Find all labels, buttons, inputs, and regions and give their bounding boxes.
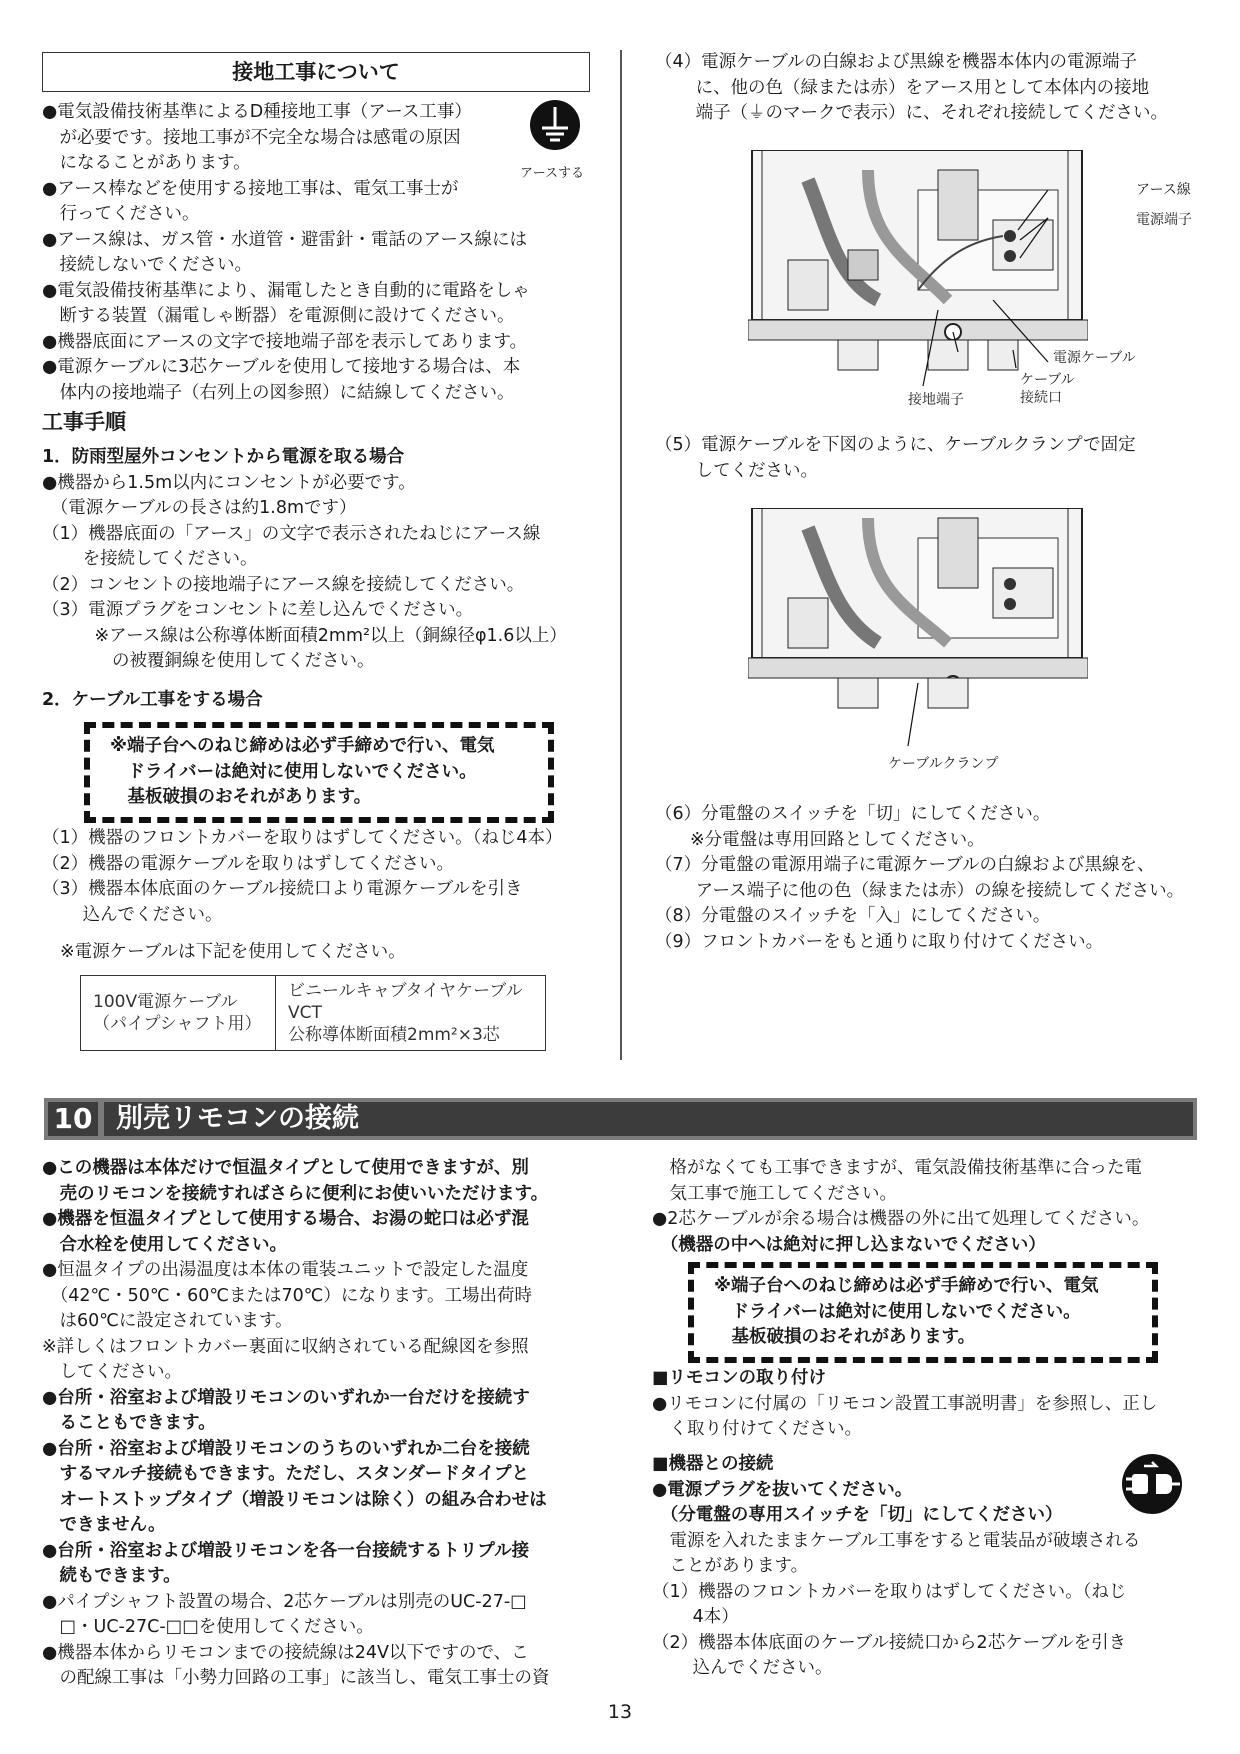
text-line: 端子（⏚のマークで表示）に、それぞれ接続してください。 [655, 103, 1169, 123]
text-line: ●恒温タイプの出湯温度は本体の電装ユニットで設定した温度 [42, 1260, 529, 1280]
text-line: （2）機器の電源ケーブルを取りはずしてください。 [42, 853, 455, 874]
warning-box [688, 1262, 1158, 1363]
warning-line: ※端子台へのねじ締めは必ず手締めで行い、電気 [110, 736, 495, 756]
column-divider [620, 50, 622, 1060]
text-line: 込んでください。 [652, 1658, 833, 1678]
text-line: 体内の接地端子（右列上の図参照）に結線してください。 [42, 382, 515, 403]
text-line: ●台所・浴室および増設リモコンのいずれか一台だけを接続す [42, 1387, 530, 1408]
subheading: ■リモコンの取り付け [652, 1368, 827, 1388]
text-line: （2）機器本体底面のケーブル接続口から2芯ケーブルを引き [652, 1632, 1127, 1653]
warning-line: ※端子台へのねじ締めは必ず手締めで行い、電気 [714, 1276, 1099, 1296]
fig-label: 電源端子 [1136, 212, 1192, 228]
unplug-icon [1120, 1452, 1184, 1516]
fig-label: 電源ケーブル [1053, 350, 1136, 366]
text-line: ることもできます。 [42, 1413, 216, 1433]
text-line: （7）分電盤の電源用端子に電源ケーブルの白線および黒線を、 [655, 855, 1155, 875]
text-line: ●機器を恒温タイプとして使用する場合、お湯の蛇口は必ず混 [42, 1209, 529, 1229]
procedure-heading: 工事手順 [42, 410, 126, 434]
procedure1-block [42, 445, 602, 675]
warning-line: ドライバーは絶対に使用しないでください。 [110, 761, 477, 782]
text-line: の被覆銅線を使用してください。 [42, 651, 375, 671]
text-line: ※詳しくはフロントカバー裏面に収納されている配線図を参照 [42, 1336, 529, 1357]
cable-spec-table [80, 975, 546, 1051]
text-line: ●台所・浴室および増設リモコンのうちのいずれか二台を接続 [42, 1438, 530, 1459]
text-line: く取り付けてください。 [652, 1419, 862, 1439]
text-line: （1）機器のフロントカバーを取りはずしてください。（ねじ [652, 1581, 1127, 1602]
text-line: 合水栓を使用してください。 [42, 1234, 287, 1255]
text-line: （4）電源ケーブルの白線および黒線を機器本体内の電源端子 [655, 52, 1138, 72]
text-line: ※アース線は公称導体断面積2mm²以上（銅線径φ1.6以上） [42, 625, 567, 646]
cable-note: ※電源ケーブルは下記を使用してください。 [60, 942, 406, 962]
text-line: （8）分電盤のスイッチを「入」にしてください。 [655, 906, 1051, 926]
subheading: ■機器との接続 [652, 1454, 774, 1474]
text-line: してください。 [42, 1362, 182, 1382]
text-line: ●機器から1.5m以内にコンセントが必要です。 [42, 472, 416, 493]
text-line: ●パイプシャフト設置の場合、2芯ケーブルは別売のUC-27-□ [42, 1591, 527, 1612]
text-line: ●電気設備技術基準によるD種接地工事（アース工事） [42, 102, 472, 122]
subheading: 2．ケーブル工事をする場合 [42, 690, 263, 710]
earth-icon-caption: アースする [520, 166, 584, 181]
text-line: ●アース線は、ガス管・水道管・避雷針・電話のアース線には [42, 229, 527, 250]
remocon-install-block [652, 1366, 1212, 1443]
cable-spec-value: ビニールキャブタイヤケーブル VCT 公称導体断面積2mm²×3芯 [276, 976, 546, 1051]
text-line: 続もできます。 [42, 1566, 181, 1586]
warning-line: 基板破損のおそれがあります。 [110, 787, 372, 807]
text-line: してください。 [655, 460, 819, 481]
cable-clamp-diagram [748, 508, 1088, 778]
text-line: （2）コンセントの接地端子にアース線を接続してください。 [42, 574, 525, 595]
earth-ground-icon [528, 98, 582, 152]
text-line: は60℃に設定されています。 [42, 1311, 293, 1331]
text-line: ことがあります。 [652, 1556, 809, 1576]
text-line: （42℃・50℃・60℃または70℃）になります。工場出荷時 [42, 1285, 533, 1306]
section10-left-text [42, 1156, 602, 1692]
step4-block [655, 50, 1215, 127]
text-line: ●機器底面にアースの文字で接地端子部を表示してあります。 [42, 331, 527, 352]
section10-right-text [652, 1156, 1212, 1258]
section-title: 別売リモコンの接続 [104, 1102, 1193, 1136]
fig-label: 接続口 [1020, 390, 1062, 406]
text-line: ●電源プラグを抜いてください。 [652, 1479, 913, 1500]
warning-line: ドライバーは絶対に使用しないでください。 [714, 1301, 1081, 1322]
text-line: ●機器本体からリモコンまでの接続線は24V以下ですので、こ [42, 1642, 529, 1663]
text-line: 気工事で施工してください。 [652, 1183, 897, 1204]
text-line: （1）機器底面の「アース」の文字で表示されたねじにアース線 [42, 523, 541, 544]
text-line: ●電源ケーブルに3芯ケーブルを使用して接地する場合は、本 [42, 357, 521, 377]
text-line: アース端子に他の色（緑または赤）の線を接続してください。 [655, 880, 1185, 901]
text-line: ●リモコンに付属の「リモコン設置工事説明書」を参照し、正し [652, 1393, 1158, 1414]
text-line: するマルチ接続もできます。ただし、スタンダードタイプと [42, 1464, 530, 1484]
text-line: ●この機器は本体だけで恒温タイプとして使用できますが、別 [42, 1158, 529, 1178]
page-number: 13 [607, 1701, 633, 1723]
text-line: （9）フロントカバーをもと通りに取り付けてください。 [655, 931, 1104, 952]
unit-wiring-diagram [748, 150, 1192, 420]
cable-spec-label: 100V電源ケーブル （パイプシャフト用） [81, 976, 276, 1051]
fig-label: ケーブル [1020, 372, 1075, 388]
text-line: 接続しないでください。 [42, 255, 252, 275]
text-line: 格がなくても工事できますが、電気設備技術基準に合った電 [652, 1158, 1142, 1178]
text-line: ●アース棒などを使用する接地工事は、電気工事士が [42, 178, 459, 199]
procedure2-block [42, 826, 602, 928]
step6-9-block [655, 802, 1215, 955]
fig-label: ケーブルクランプ [888, 756, 999, 772]
text-line: が必要です。接地工事が不完全な場合は感電の原因 [42, 127, 461, 148]
text-line: （電源ケーブルの長さは約1.8mです） [42, 498, 357, 518]
fig-label: 接地端子 [908, 392, 964, 408]
text-line: 電源を入れたままケーブル工事をすると電装品が破壊される [652, 1530, 1141, 1551]
text-line: に、他の色（緑または赤）をアース用として本体内の接地 [655, 77, 1150, 98]
text-line: できません。 [42, 1515, 166, 1535]
text-line: □・UC-27C-□□を使用してください。 [42, 1617, 374, 1637]
earth-section-title: 接地工事について [42, 52, 590, 92]
text-line: になることがあります。 [42, 153, 251, 173]
text-line: オートストップタイプ（増設リモコンは除く）の組み合わせは [42, 1489, 547, 1510]
fig-label: アース線 [1136, 182, 1191, 198]
text-line: ※分電盤は専用回路としてください。 [655, 829, 985, 850]
text-line: （分電盤の専用スイッチを「切」にしてください） [652, 1505, 1063, 1525]
text-line: （機器の中へは絶対に押し込まないでください） [652, 1234, 1046, 1255]
text-line: を接続してください。 [42, 549, 258, 569]
warning-line: 基板破損のおそれがあります。 [714, 1327, 976, 1347]
text-line: （6）分電盤のスイッチを「切」にしてください。 [655, 804, 1051, 824]
text-line: 4本） [652, 1607, 739, 1627]
text-line: 込んでください。 [42, 904, 223, 925]
text-line: 売のリモコンを接続すればさらに便利にお使いいただけます。 [42, 1183, 549, 1204]
text-line: 断する装置（漏電しゃ断器）を電源側に設けてください。 [42, 306, 515, 326]
warning-box [84, 722, 554, 823]
earth-text-block [42, 100, 602, 406]
text-line: ●2芯ケーブルが余る場合は機器の外に出て処理してください。 [652, 1209, 1150, 1229]
step5-block [655, 433, 1215, 484]
text-line: （3）機器本体底面のケーブル接続口より電源ケーブルを引き [42, 879, 523, 899]
text-line: ●台所・浴室および増設リモコンを各一台接続するトリプル接 [42, 1540, 530, 1561]
subheading: 1．防雨型屋外コンセントから電源を取る場合 [42, 447, 405, 467]
text-line: 行ってください。 [42, 204, 200, 224]
text-line: （3）電源プラグをコンセントに差し込んでください。 [42, 600, 474, 620]
text-line: ●電気設備技術基準により、漏電したとき自動的に電路をしゃ [42, 280, 530, 301]
text-line: の配線工事は「小勢力回路の工事」に該当し、電気工事士の資 [42, 1668, 550, 1688]
text-line: （5）電源ケーブルを下図のように、ケーブルクランプで固定 [655, 435, 1136, 455]
text-line: （1）機器のフロントカバーを取りはずしてください。（ねじ4本） [42, 828, 563, 848]
section-number: 10 [48, 1102, 98, 1136]
